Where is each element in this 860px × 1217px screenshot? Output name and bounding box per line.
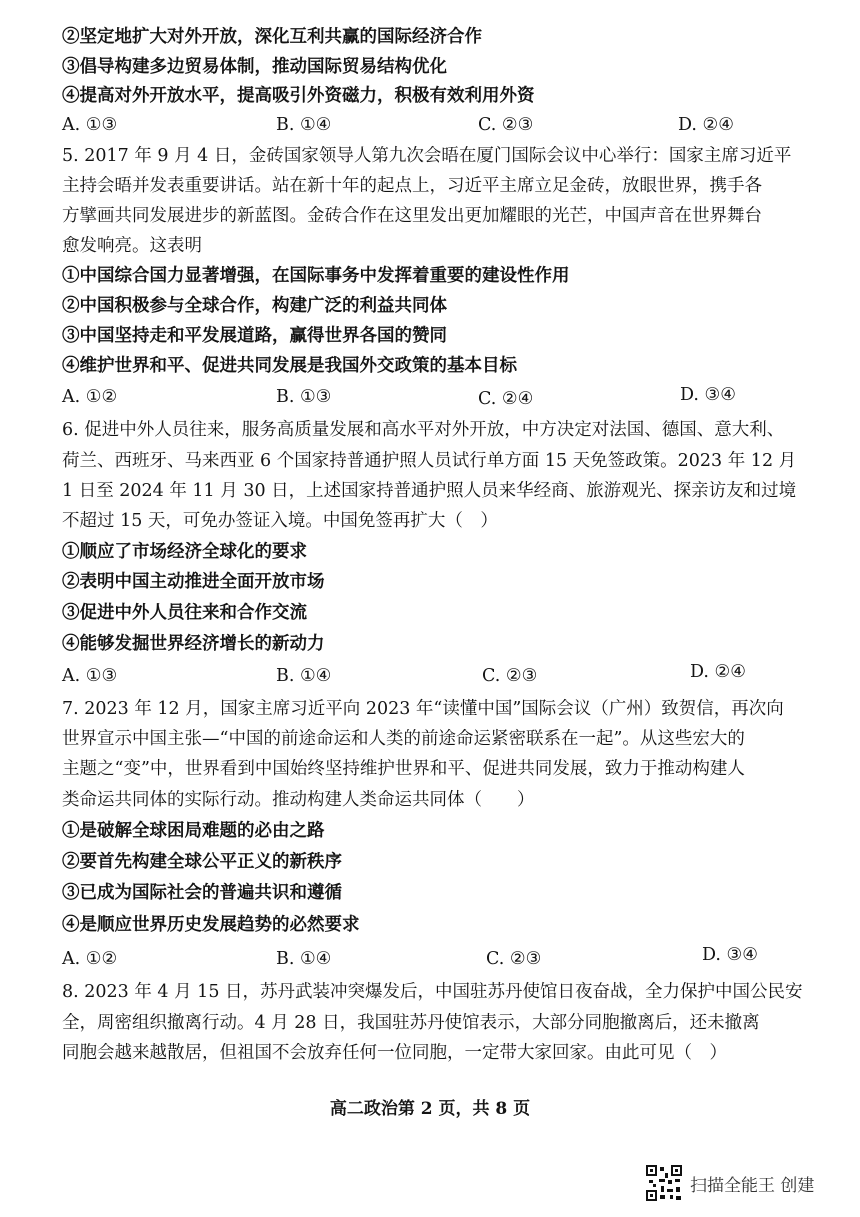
- q5-option-d: D. ③④: [680, 385, 736, 405]
- q7-option-a: A. ①②: [62, 949, 118, 969]
- q5-item: ①中国综合国力显著增强，在国际事务中发挥着重要的建设性作用: [62, 266, 570, 286]
- q4-item-4: ④提高对外开放水平，提高吸引外资磁力，积极有效利用外资: [62, 86, 535, 106]
- q7-item: ③已成为国际社会的普遍共识和遵循: [62, 883, 342, 903]
- q5-item: ④维护世界和平、促进共同发展是我国外交政策的基本目标: [62, 356, 517, 376]
- q6-item: ①顺应了市场经济全球化的要求: [62, 542, 307, 562]
- q5-stem-line: 愈发响亮。这表明: [62, 236, 202, 256]
- q6-stem-line: 荷兰、西班牙、马来西亚 6 个国家持普通护照人员试行单方面 15 天免签政策。2023 年 12 月: [62, 451, 797, 471]
- q6-item: ③促进中外人员往来和合作交流: [62, 603, 307, 623]
- q8-stem-line: 同胞会越来越散居，但祖国不会放弃任何一位同胞，一定带大家回家。由此可见（ ）: [62, 1043, 727, 1063]
- q5-item: ②中国积极参与全球合作，构建广泛的利益共同体: [62, 296, 447, 316]
- q7-stem-line: 主题之“变”中，世界看到中国始终坚持维护世界和平、促进共同发展，致力于推动构建人: [62, 759, 745, 779]
- q6-item: ②表明中国主动推进全面开放市场: [62, 572, 325, 592]
- q6-stem-line: 6. 促进中外人员往来，服务高质量发展和高水平对外开放，中方决定对法国、德国、意大利、: [62, 420, 785, 440]
- q7-item: ④是顺应世界历史发展趋势的必然要求: [62, 915, 360, 935]
- q4-option-a: A. ①③: [62, 115, 118, 135]
- q7-option-c: C. ②③: [486, 949, 542, 969]
- qr-code-icon: [646, 1165, 682, 1201]
- q7-item: ②要首先构建全球公平正义的新秩序: [62, 852, 342, 872]
- q7-stem-line: 7. 2023 年 12 月，国家主席习近平向 2023 年“读懂中国”国际会议（广州）致贺信，再次向: [62, 699, 784, 719]
- q4-item-3: ③倡导构建多边贸易体制，推动国际贸易结构优化: [62, 57, 447, 77]
- q5-stem-line: 主持会晤并发表重要讲话。站在新十年的起点上，习近平主席立足金砖，放眼世界，携手各: [62, 176, 762, 196]
- q7-stem-line: 世界宣示中国主张—“中国的前途命运和人类的前途命运紧密联系在一起”。从这些宏大的: [62, 729, 745, 749]
- q5-item: ③中国坚持走和平发展道路，赢得世界各国的赞同: [62, 326, 447, 346]
- q7-stem-line: 类命运共同体的实际行动。推动构建人类命运共同体（ ）: [62, 790, 535, 810]
- scanner-label: 扫描全能王 创建: [690, 1175, 815, 1196]
- q6-stem-line: 1 日至 2024 年 11 月 30 日，上述国家持普通护照人员来华经商、旅游观光、探亲访友和过境: [62, 481, 797, 501]
- q4-item-2: ②坚定地扩大对外开放，深化互利共赢的国际经济合作: [62, 27, 482, 47]
- scanner-watermark: [646, 1165, 814, 1201]
- q5-option-b: B. ①③: [276, 387, 332, 407]
- q5-option-c: C. ②④: [478, 389, 534, 409]
- q5-stem-line: 方擘画共同发展进步的新蓝图。金砖合作在这里发出更加耀眼的光芒，中国声音在世界舞台: [62, 206, 762, 226]
- q7-item: ①是破解全球困局难题的必由之路: [62, 821, 325, 841]
- q7-option-b: B. ①④: [276, 949, 332, 969]
- q8-stem-line: 8. 2023 年 4 月 15 日，苏丹武装冲突爆发后，中国驻苏丹使馆日夜奋战，全力保护中国公民安: [62, 982, 803, 1002]
- q7-option-d: D. ③④: [702, 945, 758, 965]
- q6-option-d: D. ②④: [690, 662, 746, 682]
- q6-option-c: C. ②③: [482, 666, 538, 686]
- q4-option-c: C. ②③: [478, 115, 534, 135]
- q4-option-d: D. ②④: [678, 115, 734, 135]
- page-footer: 高二政治第 2 页，共 8 页: [329, 1099, 531, 1119]
- q5-option-a: A. ①②: [62, 387, 118, 407]
- q5-stem-line: 5. 2017 年 9 月 4 日，金砖国家领导人第九次会晤在厦门国际会议中心举行：国家主席习近平: [62, 146, 792, 166]
- q4-option-b: B. ①④: [276, 115, 332, 135]
- q6-stem-line: 不超过 15 天，可免办签证入境。中国免签再扩大（ ）: [62, 511, 498, 531]
- q6-item: ④能够发掘世界经济增长的新动力: [62, 634, 325, 654]
- q6-option-b: B. ①④: [276, 666, 332, 686]
- q6-option-a: A. ①③: [62, 666, 118, 686]
- q8-stem-line: 全，周密组织撤离行动。4 月 28 日，我国驻苏丹使馆表示，大部分同胞撤离后，还未撤离: [62, 1013, 760, 1033]
